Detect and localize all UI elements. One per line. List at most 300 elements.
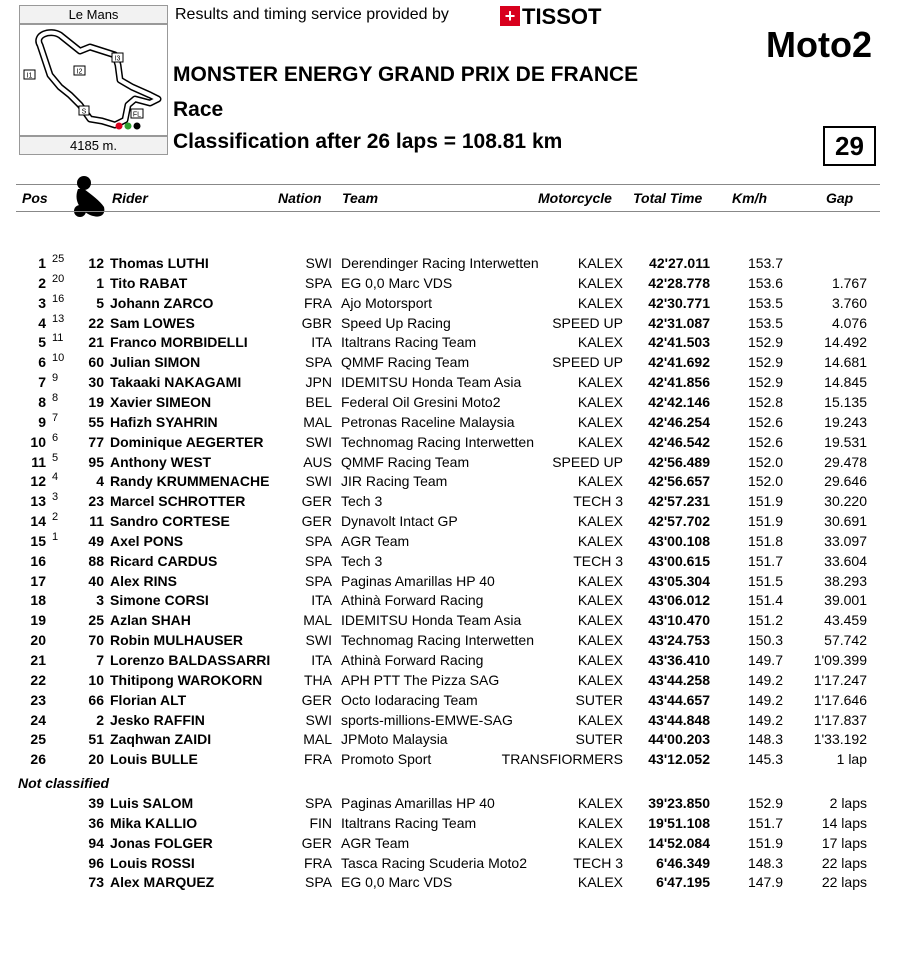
cell-nation: SWI [305, 711, 332, 728]
cell-motorcycle: SPEED UP [552, 314, 623, 331]
cell-motorcycle: SPEED UP [552, 354, 623, 371]
cell-rider-name: Mika KALLIO [110, 814, 198, 831]
cell-team: Promoto Sport [341, 751, 432, 768]
cell-points: 6 [52, 431, 59, 444]
cell-rider-name: Hafizh SYAHRIN [110, 413, 218, 430]
cell-position: 19 [30, 612, 46, 629]
table-row [0, 573, 900, 593]
cell-points: 7 [52, 411, 59, 424]
cell-motorcycle: KALEX [577, 612, 623, 629]
table-row [0, 692, 900, 712]
cell-total-time: 39'23.850 [648, 795, 710, 811]
cell-total-time: 42'27.011 [649, 255, 710, 271]
cell-speed: 153.6 [747, 274, 783, 291]
cell-points: 3 [52, 491, 59, 504]
table-row [0, 272, 900, 295]
cell-rider-number: 25 [88, 612, 104, 629]
cell-rider-name: Jonas FOLGER [110, 834, 213, 851]
cell-position: 26 [30, 751, 46, 768]
cell-rider-name: Randy KRUMMENACHE [110, 473, 270, 490]
cell-gap: 22 laps [821, 874, 867, 891]
cell-position: 4 [38, 314, 46, 331]
cell-speed: 151.9 [747, 834, 783, 851]
cell-position: 2 [38, 274, 46, 291]
cell-nation: GER [301, 691, 332, 708]
cell-points: 16 [52, 292, 65, 305]
cell-speed: 151.9 [747, 493, 783, 510]
col-header-pos: Pos [22, 190, 48, 206]
cell-rider-name: Louis ROSSI [110, 854, 195, 871]
cell-position: 10 [30, 433, 46, 450]
cell-rider-name: Julian SIMON [110, 354, 201, 371]
table-row [0, 815, 900, 835]
cell-position: 12 [30, 473, 46, 490]
cell-gap: 22 laps [821, 854, 867, 871]
cell-team: AGR Team [341, 834, 410, 851]
cell-team: QMMF Racing Team [341, 354, 470, 371]
table-row [0, 451, 900, 474]
cell-rider-number: 77 [88, 433, 104, 450]
cell-nation: ITA [311, 334, 332, 351]
cell-motorcycle: SPEED UP [552, 453, 623, 470]
classification-text: Classification after 26 laps = 108.81 km [173, 130, 563, 153]
cell-rider-name: Franco MORBIDELLI [110, 334, 248, 351]
session-title: Race [173, 98, 224, 121]
cell-rider-number: 2 [96, 711, 104, 728]
circuit-length: 4185 m. [19, 136, 168, 155]
cell-points: 20 [52, 272, 65, 285]
cell-rider-name: Ricard CARDUS [110, 552, 218, 569]
cell-motorcycle: TECH 3 [573, 552, 623, 569]
cell-gap: 1'17.837 [813, 711, 867, 728]
cell-motorcycle: KALEX [577, 334, 623, 351]
cell-rider-name: Sandro CORTESE [110, 513, 230, 530]
cell-gap: 1'09.399 [813, 652, 867, 668]
cell-rider-name: Luis SALOM [110, 795, 194, 811]
cell-speed: 152.9 [747, 795, 783, 811]
cell-rider-number: 51 [88, 731, 104, 748]
cell-rider-number: 12 [88, 255, 104, 271]
col-header-rider: Rider [112, 190, 148, 206]
cell-team: Italtrans Racing Team [341, 814, 477, 831]
cell-gap: 3.760 [831, 294, 867, 311]
cell-rider-name: Alex MARQUEZ [110, 874, 215, 891]
cell-rider-number: 10 [88, 671, 104, 688]
cell-gap: 30.220 [824, 493, 867, 510]
table-row [0, 632, 900, 652]
cell-speed: 150.3 [747, 632, 783, 649]
cell-team: Dynavolt Intact GP [341, 513, 458, 530]
table-row [0, 391, 900, 414]
table-row [0, 731, 900, 751]
cell-gap: 29.478 [824, 453, 867, 470]
table-row [0, 312, 900, 335]
cell-motorcycle: TECH 3 [573, 854, 623, 871]
cell-rider-number: 20 [88, 751, 104, 768]
cell-position: 23 [30, 691, 46, 708]
cell-gap: 14.681 [824, 354, 867, 371]
green-light-icon [125, 123, 132, 130]
cell-team: JIR Racing Team [341, 473, 448, 490]
cell-speed: 152.9 [747, 374, 783, 391]
cell-gap: 43.459 [824, 612, 867, 629]
cell-points: 4 [52, 471, 59, 484]
cell-nation: MAL [303, 612, 332, 629]
cell-rider-number: 39 [88, 795, 104, 811]
cell-gap: 1'17.646 [813, 691, 867, 708]
cell-points: 8 [52, 391, 59, 404]
cell-team: JPMoto Malaysia [341, 731, 448, 748]
cell-position: 7 [38, 374, 46, 391]
cell-points: 2 [52, 511, 59, 524]
cell-motorcycle: SUTER [575, 731, 623, 748]
cell-position: 5 [38, 334, 46, 351]
cell-motorcycle: KALEX [577, 255, 623, 271]
cell-position: 20 [30, 632, 46, 649]
cell-motorcycle: KALEX [577, 814, 623, 831]
cell-position: 8 [38, 393, 46, 410]
cell-speed: 151.8 [747, 532, 783, 549]
cell-rider-number: 96 [88, 854, 104, 871]
cell-team: Technomag Racing Interwetten [341, 433, 534, 450]
cell-motorcycle: KALEX [577, 413, 623, 430]
cell-position: 17 [30, 572, 46, 589]
cell-total-time: 14'52.084 [648, 834, 710, 851]
page-number: 29 [823, 126, 876, 166]
cell-nation: MAL [303, 413, 332, 430]
cell-motorcycle: KALEX [577, 572, 623, 589]
cell-position: 9 [38, 413, 46, 430]
cell-team: Ajo Motorsport [341, 294, 433, 311]
cell-speed: 152.9 [747, 354, 783, 371]
cell-total-time: 42'41.856 [648, 374, 710, 391]
cell-total-time: 6'46.349 [656, 854, 710, 871]
map-label-i2: I2 [76, 68, 83, 76]
cell-speed: 148.3 [747, 854, 783, 871]
table-row [0, 795, 900, 815]
cell-total-time: 43'44.657 [648, 691, 710, 708]
cell-speed: 152.9 [747, 334, 783, 351]
cell-motorcycle: KALEX [577, 874, 623, 891]
not-classified-label: Not classified [18, 775, 110, 791]
cell-team: sports-millions-EMWE-SAG [341, 711, 513, 728]
cell-nation: MAL [303, 731, 332, 748]
map-label-i1: I1 [26, 72, 33, 80]
cell-nation: FRA [304, 751, 332, 768]
table-row [0, 835, 900, 855]
cell-nation: SPA [305, 354, 332, 371]
cell-total-time: 42'30.771 [648, 294, 710, 311]
cell-points: 10 [52, 352, 65, 365]
cell-gap: 14.492 [824, 334, 867, 351]
table-row [0, 553, 900, 573]
cell-total-time: 43'44.258 [648, 671, 710, 688]
table-row [0, 431, 900, 454]
cell-total-time: 43'44.848 [648, 711, 710, 728]
cell-gap: 14 laps [821, 814, 867, 831]
cell-speed: 151.4 [747, 592, 783, 609]
red-light-icon [116, 123, 123, 130]
cell-nation: SPA [305, 572, 332, 589]
cell-rider-number: 94 [88, 834, 104, 851]
cell-total-time: 42'56.489 [648, 453, 710, 470]
table-row [0, 652, 900, 672]
cell-motorcycle: KALEX [577, 393, 623, 410]
cell-team: Tech 3 [341, 552, 383, 569]
table-row [0, 612, 900, 632]
cell-position: 11 [31, 453, 46, 470]
cell-rider-number: 70 [88, 632, 104, 649]
cell-points: 11 [52, 332, 64, 345]
circuit-map [19, 24, 168, 136]
cell-rider-number: 30 [88, 374, 104, 391]
cell-gap: 14.845 [824, 374, 867, 391]
cell-motorcycle: KALEX [577, 632, 623, 649]
cell-rider-number: 23 [88, 493, 104, 510]
cell-rider-name: Thomas LUTHI [110, 255, 209, 271]
cell-nation: GER [301, 834, 332, 851]
cell-speed: 151.5 [747, 572, 783, 589]
cell-speed: 151.7 [747, 814, 783, 831]
table-row [0, 592, 900, 612]
cell-nation: AUS [303, 453, 332, 470]
cell-gap: 1'33.192 [813, 731, 867, 748]
cell-rider-name: Alex RINS [110, 572, 177, 589]
cell-position: 22 [30, 671, 46, 688]
cell-gap: 39.001 [824, 592, 867, 609]
cell-rider-number: 55 [88, 413, 104, 430]
cell-nation: ITA [311, 592, 332, 609]
cell-speed: 153.5 [747, 314, 783, 331]
cell-gap: 29.646 [824, 473, 867, 490]
cell-motorcycle: TECH 3 [573, 493, 623, 510]
cell-points: 9 [52, 372, 59, 385]
cell-team: Petronas Raceline Malaysia [341, 413, 515, 430]
cell-position: 6 [38, 354, 46, 371]
cell-total-time: 42'57.702 [648, 513, 710, 530]
cell-gap: 1.767 [831, 274, 867, 291]
cell-nation: SPA [305, 795, 332, 811]
cell-team: Technomag Racing Interwetten [341, 632, 534, 649]
cell-position: 3 [38, 294, 46, 311]
cell-team: IDEMITSU Honda Team Asia [341, 374, 522, 391]
cell-rider-number: 49 [88, 532, 104, 549]
cell-gap: 17 laps [821, 834, 867, 851]
cell-speed: 152.6 [747, 413, 783, 430]
col-header-nation: Nation [278, 190, 322, 206]
cell-motorcycle: KALEX [577, 532, 623, 549]
cell-team: Tasca Racing Scuderia Moto2 [341, 854, 527, 871]
cell-motorcycle: KALEX [577, 711, 623, 728]
cell-speed: 151.2 [747, 612, 783, 629]
table-row [0, 354, 900, 374]
map-label-s: S [81, 108, 87, 116]
cell-rider-name: Dominique AEGERTER [110, 433, 264, 450]
cell-nation: SWI [305, 255, 332, 271]
cell-team: Derendinger Racing Interwetten [341, 255, 539, 271]
cell-total-time: 43'00.615 [648, 552, 710, 569]
cell-rider-name: Axel PONS [110, 532, 184, 549]
cell-team: IDEMITSU Honda Team Asia [341, 612, 522, 629]
cell-speed: 152.0 [747, 453, 783, 470]
table-row [0, 411, 900, 434]
cell-speed: 152.0 [747, 473, 783, 490]
cell-rider-name: Robin MULHAUSER [110, 632, 243, 649]
cell-gap: 57.742 [824, 632, 867, 649]
cell-nation: FRA [304, 294, 332, 311]
cell-speed: 148.3 [747, 731, 783, 748]
cell-speed: 149.2 [747, 671, 783, 688]
cell-nation: GER [301, 513, 332, 530]
table-row [0, 874, 900, 894]
cell-speed: 153.7 [747, 255, 783, 271]
cell-motorcycle: KALEX [577, 274, 623, 291]
cell-speed: 145.3 [747, 751, 783, 768]
cell-position: 13 [30, 493, 46, 510]
cell-gap: 4.076 [831, 314, 867, 331]
cell-motorcycle: KALEX [577, 473, 623, 490]
cell-speed: 152.6 [747, 433, 783, 450]
cell-position: 21 [30, 652, 46, 668]
black-light-icon [134, 123, 141, 130]
cell-nation: JPN [305, 374, 332, 391]
cell-nation: SPA [305, 874, 332, 891]
cell-team: Athinà Forward Racing [341, 652, 484, 668]
cell-rider-number: 11 [89, 513, 104, 530]
cell-rider-number: 36 [88, 814, 104, 831]
cell-rider-number: 40 [88, 572, 104, 589]
table-row [0, 473, 900, 493]
col-header-speed: Km/h [732, 190, 767, 206]
cell-nation: SWI [305, 433, 332, 450]
cell-total-time: 6'47.195 [656, 874, 710, 891]
cell-rider-number: 88 [88, 552, 104, 569]
cell-rider-name: Jesko RAFFIN [110, 711, 205, 728]
cell-speed: 153.5 [747, 294, 783, 311]
cell-team: Octo Iodaracing Team [341, 691, 478, 708]
cell-rider-name: Florian ALT [110, 691, 187, 708]
table-row [0, 493, 900, 513]
cell-speed: 149.2 [747, 691, 783, 708]
header-rule-top [16, 184, 880, 185]
cell-rider-number: 4 [96, 473, 104, 490]
cell-team: QMMF Racing Team [341, 453, 470, 470]
map-label-fl: FL [132, 111, 142, 119]
cell-speed: 147.9 [747, 874, 783, 891]
cell-total-time: 19'51.108 [648, 814, 710, 831]
cell-team: EG 0,0 Marc VDS [341, 274, 453, 291]
cell-rider-number: 1 [96, 274, 104, 291]
cell-gap: 38.293 [824, 572, 867, 589]
cell-total-time: 43'10.470 [648, 612, 710, 629]
cell-speed: 152.8 [747, 393, 783, 410]
cell-nation: SPA [305, 552, 332, 569]
cell-gap: 33.097 [824, 532, 867, 549]
cell-rider-number: 21 [88, 334, 104, 351]
cell-rider-name: Johann ZARCO [110, 294, 214, 311]
table-row [0, 334, 900, 354]
cell-gap: 15.135 [824, 393, 867, 410]
cell-nation: SPA [305, 274, 332, 291]
table-row [0, 712, 900, 732]
cell-rider-number: 22 [88, 314, 104, 331]
tissot-logo [500, 6, 601, 28]
cell-rider-name: Takaaki NAKAGAMI [110, 374, 242, 391]
cell-total-time: 42'46.542 [648, 433, 710, 450]
cell-total-time: 43'00.108 [648, 532, 710, 549]
cell-motorcycle: KALEX [577, 671, 623, 688]
cell-rider-number: 95 [88, 453, 104, 470]
cell-nation: GER [301, 493, 332, 510]
cell-motorcycle: KALEX [577, 433, 623, 450]
cell-total-time: 43'24.753 [648, 632, 710, 649]
cell-motorcycle: KALEX [577, 513, 623, 530]
cell-position: 1 [38, 255, 46, 271]
cell-points: 25 [52, 253, 65, 265]
cell-rider-name: Zaqhwan ZAIDI [110, 731, 212, 748]
cell-gap: 19.531 [824, 433, 867, 450]
cell-gap: 1'17.247 [813, 671, 867, 688]
table-row [0, 255, 900, 275]
cell-team: Italtrans Racing Team [341, 334, 477, 351]
cell-total-time: 43'05.304 [648, 572, 710, 589]
col-header-total-time: Total Time [633, 190, 703, 206]
cell-team: Paginas Amarillas HP 40 [341, 572, 495, 589]
cell-points: 13 [52, 312, 65, 325]
cell-gap: 33.604 [824, 552, 867, 569]
cell-nation: BEL [305, 393, 332, 410]
circuit-name: Le Mans [19, 5, 168, 24]
cell-total-time: 43'36.410 [648, 652, 710, 668]
cell-rider-number: 19 [88, 393, 104, 410]
cell-rider-number: 66 [88, 691, 104, 708]
cell-nation: SPA [305, 532, 332, 549]
cell-position: 25 [30, 731, 46, 748]
cell-motorcycle: TRANSFIORMERS [501, 751, 623, 768]
cell-total-time: 42'42.146 [648, 393, 710, 410]
cell-nation: SWI [305, 473, 332, 490]
cell-rider-number: 60 [88, 354, 104, 371]
cell-total-time: 43'12.052 [648, 751, 710, 768]
cell-rider-name: Thitipong WAROKORN [110, 671, 263, 688]
cell-nation: ITA [311, 652, 332, 668]
cell-rider-number: 73 [88, 874, 104, 891]
table-row [0, 292, 900, 315]
map-label-i3: I3 [114, 55, 121, 63]
cell-position: 14 [30, 513, 46, 530]
cell-rider-number: 7 [96, 652, 104, 668]
cell-total-time: 42'46.254 [648, 413, 710, 430]
col-header-motorcycle: Motorcycle [538, 190, 612, 206]
table-row [0, 530, 900, 553]
cell-rider-name: Sam LOWES [110, 314, 195, 331]
rider-icon [70, 175, 108, 224]
cell-speed: 151.9 [747, 513, 783, 530]
col-header-team: Team [342, 190, 379, 206]
cell-points: 5 [52, 451, 59, 464]
cell-gap: 30.691 [824, 513, 867, 530]
cell-speed: 149.7 [747, 652, 783, 668]
header-rule-bottom [16, 211, 880, 212]
cell-total-time: 42'41.692 [648, 354, 710, 371]
cell-nation: GBR [301, 314, 332, 331]
cell-team: Speed Up Racing [341, 314, 451, 331]
cell-speed: 149.2 [747, 711, 783, 728]
cell-total-time: 44'00.203 [648, 731, 710, 748]
cell-speed: 151.7 [747, 552, 783, 569]
cell-rider-name: Tito RABAT [110, 274, 188, 291]
cell-motorcycle: KALEX [577, 834, 623, 851]
